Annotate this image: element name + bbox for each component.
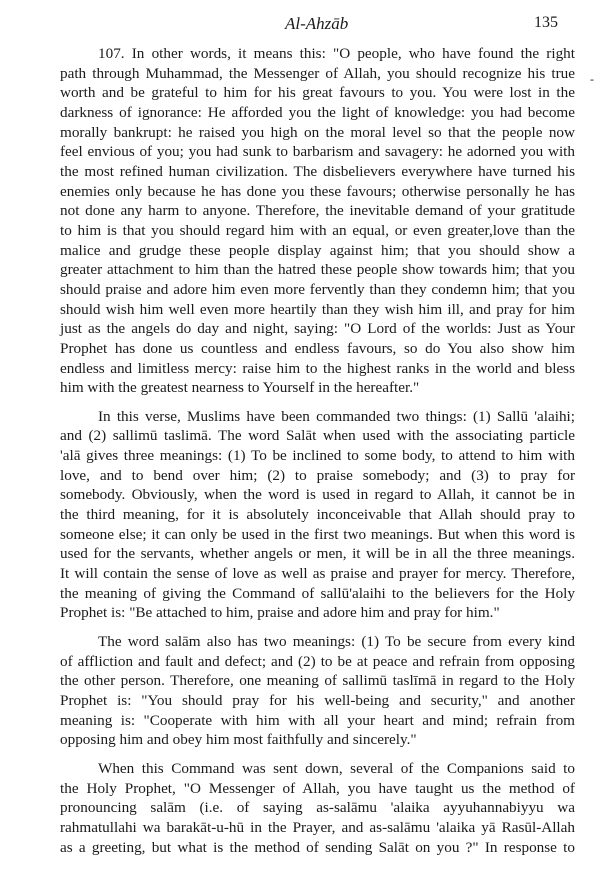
text-line: should praise and adore him even more fervently than they condemn him; that you bbox=[60, 280, 575, 298]
chapter-title: Al-Ahzāb bbox=[285, 14, 349, 33]
text-line: and (2) sallimū taslimā. The word Salāt when used with the associating particle bbox=[60, 427, 575, 445]
text-line: When this Command was sent down, several of the Companions said to bbox=[98, 759, 575, 777]
text-line: morally bankrupt: he raised you high on the moral level so that the people now bbox=[60, 123, 575, 141]
text-line: Prophet is: "Be attached to him, praise and adore him and pray for him." bbox=[60, 604, 500, 622]
text-line: him with the greatest nearness to Yourself in the hereafter." bbox=[60, 379, 420, 397]
text-line: meaning is: "Cooperate with him with all your heart and mind; refrain from bbox=[60, 711, 575, 729]
margin-mark: - bbox=[590, 72, 594, 86]
text-line: not done any harm to anyone. Therefore, the inevitable demand of your gratitude bbox=[60, 202, 575, 220]
paragraph-note-107 bbox=[60, 44, 575, 398]
text-line: The word salām also has two meanings: (1) To be secure from every kind bbox=[98, 633, 575, 651]
text-line: enemies only because he has done you these favours; otherwise personally he has bbox=[60, 182, 575, 200]
body-text bbox=[60, 44, 575, 857]
text-line: the third meaning, for it is absolutely inconceivable that Allah should pray to bbox=[60, 506, 575, 524]
text-line: love, and to bend over him; (2) to praise somebody; and (3) to pray for bbox=[60, 466, 575, 484]
text-line: the Holy Prophet, "O Messenger of Allah, you have taught us the method of bbox=[60, 779, 575, 797]
page-number: 135 bbox=[534, 14, 558, 31]
paragraph-salat bbox=[60, 407, 575, 623]
text-line: should wish him well even more heartily than they wish him ill, and pray for him bbox=[60, 300, 575, 318]
text-line: feel envious of you; you had sunk to barbarism and savagery: he adorned you with bbox=[60, 143, 575, 161]
text-line: somebody. Obviously, when the word is used in regard to Allah, it cannot be in bbox=[60, 486, 575, 504]
text-line: pronouncing salām (i.e. of saying as-salāmu 'alaika ayyuhannabiyyu wa bbox=[60, 799, 575, 817]
text-line: of affliction and fault and defect; and (2) to be at peace and refrain from opposing bbox=[60, 652, 575, 670]
text-line: malice and grudge these people display against him; that you should show a bbox=[60, 241, 575, 259]
text-line: the most refined human civilization. The disbelievers everywhere have turned his bbox=[60, 162, 575, 180]
text-line: the meaning of giving the Command of sallū'alaihi to the believers for the Holy bbox=[60, 584, 575, 602]
paragraph-salam bbox=[60, 632, 575, 750]
text-line: opposing him and obey him most faithfully and sincerely." bbox=[60, 731, 417, 749]
text-line: worth and be grateful to him for his great favours to you. You were lost in the bbox=[60, 84, 575, 102]
text-line: someone else; it can only be used in the first two meanings. But when this word is bbox=[60, 525, 575, 543]
text-line: the other person. Therefore, one meaning of sallimū taslīmā in regard to the Holy bbox=[60, 672, 575, 690]
text-line: greater attachment to him than the hatred these people show towards him; that you bbox=[60, 261, 575, 279]
text-line: darkness of ignorance: He afforded you the light of knowledge: you had become bbox=[60, 103, 575, 121]
text-line: endless and limitless mercy: raise him to the highest ranks in the world and bless bbox=[60, 359, 575, 377]
text-line: to him is that you should regard him with an equal, or even greater,love than the bbox=[60, 221, 575, 239]
text-line: It will contain the sense of love as well as praise and prayer for mercy. Therefore, bbox=[60, 565, 575, 583]
text-line: as a greeting, but what is the method of sending Salāt on you ?" In response to bbox=[60, 838, 575, 856]
text-line: 107. In other words, it means this: "O people, who have found the right bbox=[98, 45, 575, 62]
text-line: path through Muhammad, the Messenger of Allah, you should recognize his true bbox=[60, 64, 575, 82]
running-head bbox=[0, 14, 600, 38]
text-line: Prophet is: "You should pray for his well-being and security," and another bbox=[60, 692, 575, 709]
text-line: rahmatullahi wa barakāt-u-hū in the Prayer, and as-salāmu 'alaika yā Rasūl-Allah bbox=[60, 818, 575, 836]
text-line: 'alā gives three meanings: (1) To be inclined to some body, to attend to him with bbox=[60, 447, 575, 465]
text-line: used for the servants, whether angels or men, it will be in all the three meanings. bbox=[60, 545, 575, 563]
text-line: Prophet has done us countless and endless favours, so do You also show him bbox=[60, 339, 575, 357]
text-line: In this verse, Muslims have been commanded two things: (1) Sallū 'alaihi; bbox=[98, 407, 575, 425]
text-line: just as the angels do day and night, saying: "O Lord of the worlds: Just as Your bbox=[60, 320, 575, 338]
paragraph-companions bbox=[60, 759, 575, 857]
